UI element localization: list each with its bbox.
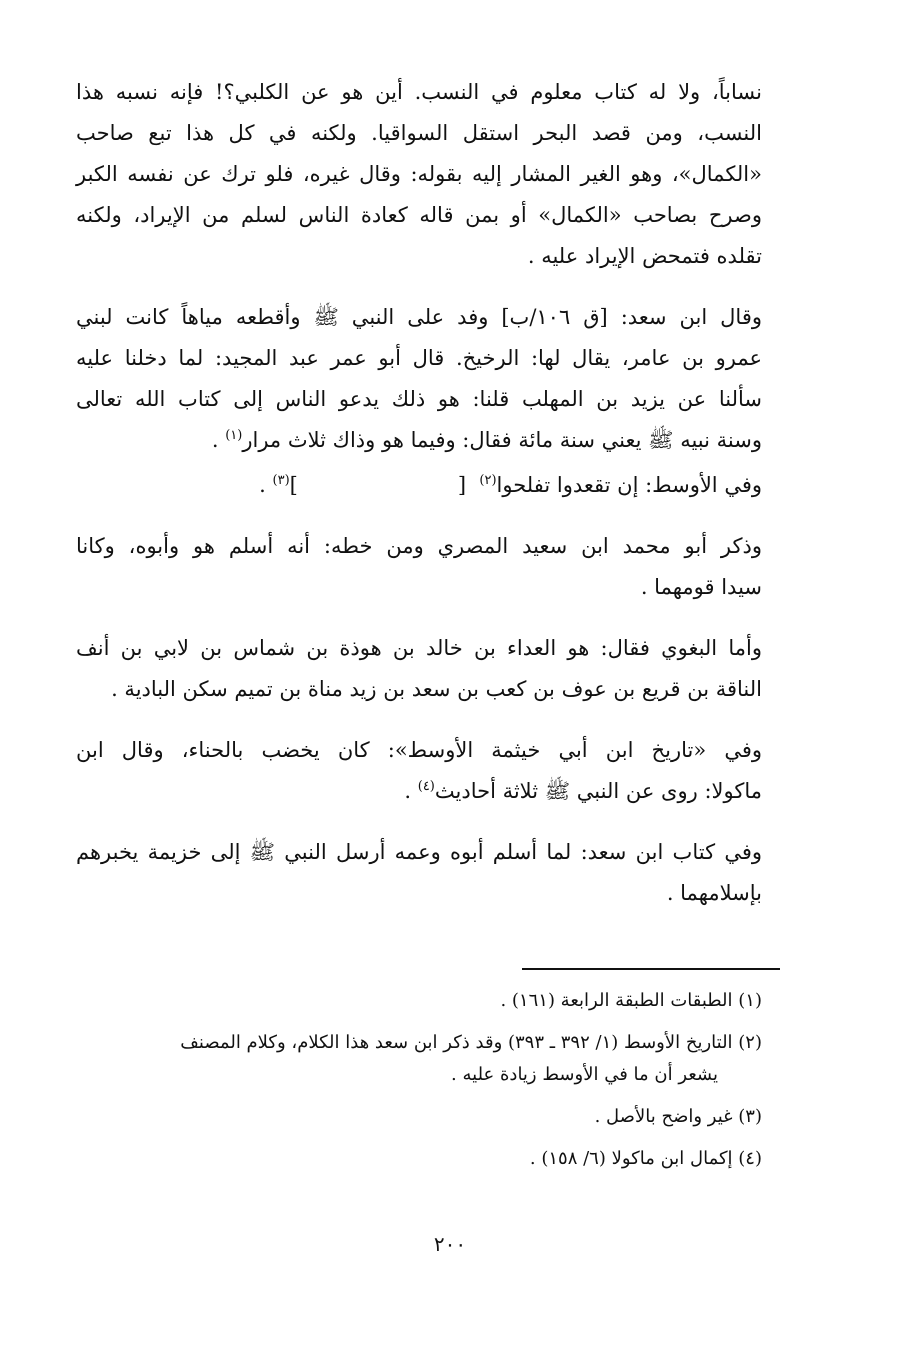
footnote-text: (٢) التاريخ الأوسط (١/ ٣٩٢ ـ ٣٩٣) وقد ذكر ابن سعد هذا الكلام، وكلام المصنف — [180, 1032, 762, 1053]
footnote-2 — [76, 1027, 762, 1091]
footnote-3 — [76, 1101, 762, 1133]
text-line: وأما البغوي فقال: هو العداء بن خالد بن هوذة بن شماس بن لابي بن أنف — [76, 636, 762, 660]
footnote-marker-2: (٢) — [479, 473, 497, 488]
text-line — [76, 465, 762, 506]
paragraph-kamal — [76, 72, 762, 277]
text-segment: . — [211, 428, 226, 452]
text-segment: . — [404, 779, 418, 803]
text-line: وذكر أبو محمد ابن سعيد المصري ومن خطه: أنه أسلم هو وأبوه، وكانا — [76, 534, 762, 558]
text-line: النسب، ومن قصد البحر استقل السواقيا. ولكنه في كل هذا تبع صاحب — [76, 121, 762, 145]
text-segment: وسنة نبيه ﷺ يعني سنة مائة فقال: وفيما هو وذاك ثلاث مرار — [242, 428, 762, 452]
footnote-marker-4: (٤) — [417, 779, 435, 794]
text-line — [76, 771, 762, 812]
paragraph-baghawi — [76, 628, 762, 710]
text-line: وقال ابن سعد: [ق ١٠٦/ب] وفد على النبي ﷺ وأقطعه مياهاً كانت لبني — [76, 305, 762, 329]
text-line: الناقة بن قريع بن عوف بن كعب بن سعد بن زيد مناة بن تميم سكن البادية . — [111, 677, 762, 701]
text-line: وفي كتاب ابن سعد: لما أسلم أبوه وعمه أرسل النبي ﷺ إلى خزيمة يخبرهم — [76, 840, 762, 864]
text-line: نساباً، ولا له كتاب معلوم في النسب. أين هو عن الكلبي؟! فإنه نسبه هذا — [76, 80, 762, 104]
paragraph-awsat — [76, 465, 762, 506]
bracket-open: [ — [457, 473, 467, 497]
footnote-4 — [76, 1143, 762, 1175]
bracket-close: ] — [289, 473, 298, 497]
footnote-continuation: يشعر أن ما في الأوسط زيادة عليه . — [451, 1064, 718, 1085]
text-line: تقلده فتمحض الإيراد عليه . — [527, 244, 762, 268]
paragraph-masri — [76, 526, 762, 608]
text-line: بإسلامهما . — [666, 881, 762, 905]
text-line: «الكمال»، وهو الغير المشار إليه بقوله: وقال غيره، فلو ترك عن نفسه الكبر — [76, 162, 762, 186]
footnote-1 — [76, 985, 762, 1017]
paragraph-khuzayma — [76, 832, 762, 914]
paragraph-khaythama — [76, 730, 762, 812]
text-segment: . — [259, 473, 266, 497]
footnote-text: (١) الطبقات الطبقة الرابعة (١٦١) . — [500, 990, 762, 1011]
paragraph-ibn-saad — [76, 297, 762, 461]
text-segment: ماكولا: روى عن النبي ﷺ ثلاثة أحاديث — [434, 779, 762, 803]
text-line: سيدا قومهما . — [640, 575, 762, 599]
footnote-marker-1: (١) — [225, 428, 243, 443]
text-line: وصرح بصاحب «الكمال» أو بمن قاله كعادة الناس لسلم من الإيراد، ولكنه — [76, 203, 762, 227]
footnotes — [76, 985, 762, 1185]
text-line: وفي «تاريخ ابن أبي خيثمة الأوسط»: كان يخضب بالحناء، وقال ابن — [76, 738, 762, 762]
text-line — [76, 420, 762, 461]
footnote-separator — [522, 968, 780, 970]
footnote-text: (٣) غير واضح بالأصل . — [594, 1106, 762, 1127]
footnote-marker-3: (٣) — [272, 473, 290, 488]
text-line: عمرو بن عامر، يقال لها: الرخيخ. قال أبو عمر عبد المجيد: لما دخلنا عليه — [76, 346, 762, 370]
text-line: سألنا عن يزيد بن المهلب قلنا: هو ذلك يدعو الناس إلى كتاب الله تعالى — [76, 387, 762, 411]
page-number: ٢٠٠ — [433, 1232, 467, 1256]
footnote-text: (٤) إكمال ابن ماكولا (٦/ ١٥٨) . — [529, 1148, 762, 1169]
text-segment: وفي الأوسط: إن تقعدوا تفلحوا — [496, 473, 762, 497]
